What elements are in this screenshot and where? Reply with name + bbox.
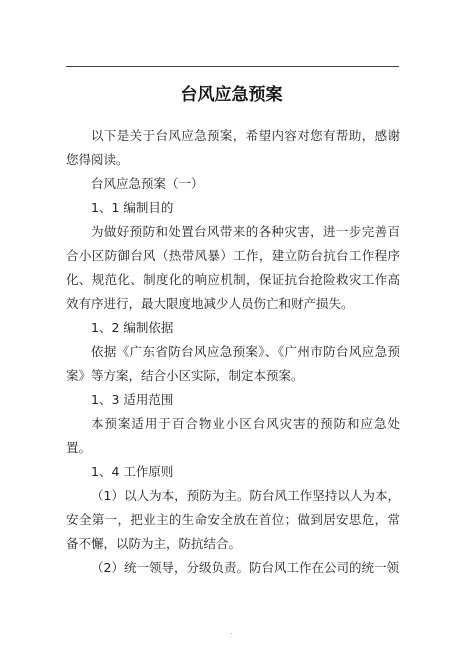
scope-paragraph: 本预案适用于百合物业小区台风灾害的预防和应急处置。: [66, 416, 400, 455]
document-title: 台风应急预案: [180, 85, 283, 105]
principle-one-paragraph: （1）以人为本，预防为主。防台风工作坚持以人为本，安全第一，把业主的生命安全放在首位；做到居安思危，常备不懈，以防为主，防抗结合。: [66, 488, 400, 551]
section-heading-plan-one: 台风应急预案（一）: [91, 176, 204, 191]
principle-two-paragraph: （2）统一领导，分级负责。防台风工作在公司的统一领: [91, 560, 399, 575]
section-heading-purpose: 1、1 编制目的: [91, 200, 174, 215]
section-heading-basis: 1、2 编制依据: [91, 320, 174, 335]
header-rule: [66, 66, 399, 67]
page-marker: .: [230, 627, 233, 636]
document-body: [66, 124, 400, 580]
basis-paragraph: 依据《广东省防台风应急预案》、《广州市防台风应急预案》等方案，结合小区实际，制定本预案。: [66, 344, 400, 383]
section-heading-scope: 1、3 适用范围: [91, 392, 174, 407]
intro-paragraph: 以下是关于台风应急预案，希望内容对您有帮助，感谢您得阅读。: [66, 128, 400, 167]
section-heading-principles: 1、4 工作原则: [91, 464, 174, 479]
purpose-paragraph: 为做好预防和处置台风带来的各种灾害，进一步完善百合小区防御台风（热带风暴）工作，建立防台抗台工作程序化、规范化、制度化的响应机制，保证抗台抢险救灾工作高效有序进行，最大限度地减少人员伤亡和财产损失。: [66, 224, 400, 311]
